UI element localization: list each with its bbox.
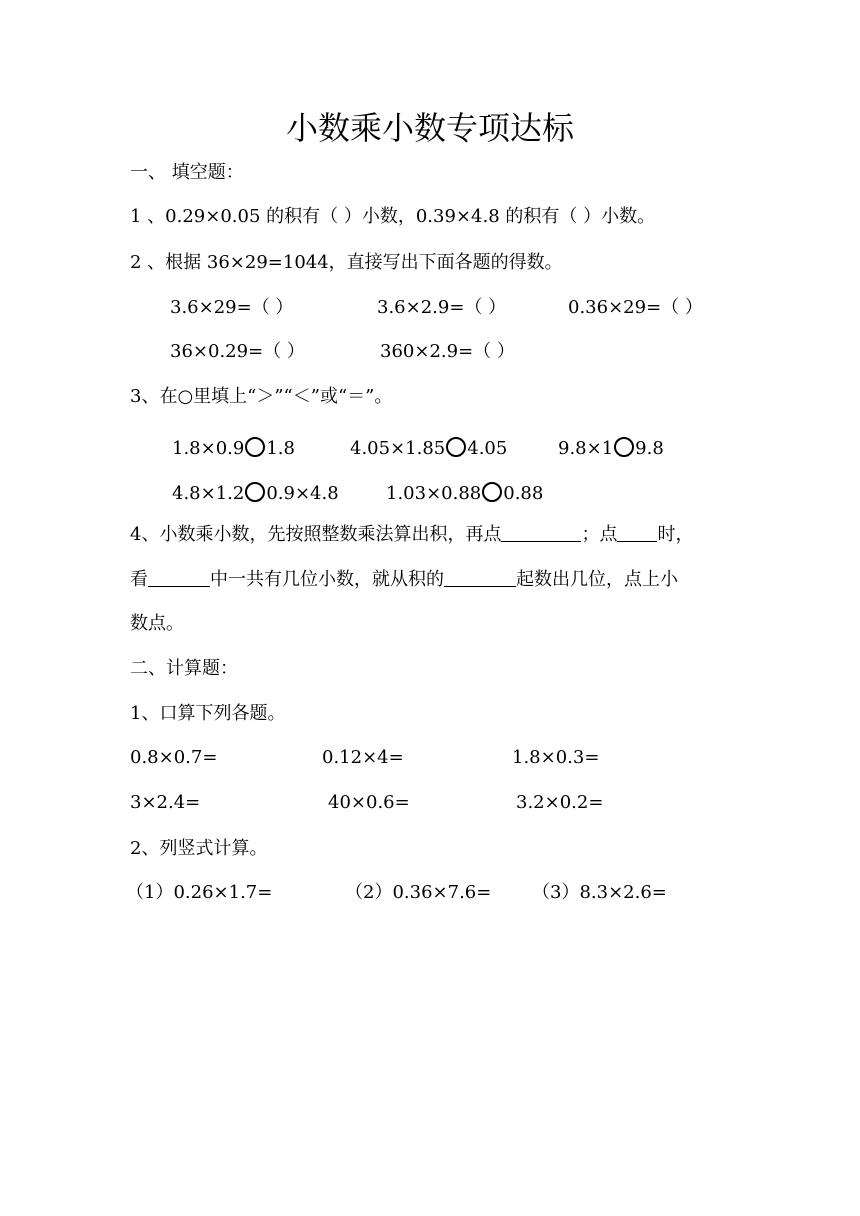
question-1-4 <box>130 525 693 544</box>
comparison-left: 4.05×1.85 <box>350 438 446 459</box>
comparison-right: 0.9×4.8 <box>266 483 339 504</box>
comparison-left: 1.03×0.88 <box>386 483 482 504</box>
answer-blank[interactable] <box>617 525 657 542</box>
question-1-3: 3、在○里填上“＞”“＜”或“＝”。 <box>130 386 393 407</box>
q4-text: 起数出几位，点上小 <box>516 569 678 590</box>
q2-item: 36×0.29=（ ） <box>170 341 305 362</box>
q4-text: 中一共有几位小数，就从积的 <box>210 569 444 590</box>
question-2-1: 1、口算下列各题。 <box>130 703 286 724</box>
comparison-item <box>350 437 507 458</box>
q4-text: 看 <box>130 569 148 590</box>
question-1-1: 1 、0.29×0.05 的积有（ ）小数，0.39×4.8 的积有（ ）小数。 <box>130 206 656 227</box>
q2-item: 0.36×29=（ ） <box>568 297 703 318</box>
q4-text: ；点 <box>581 524 618 545</box>
circle-blank-icon[interactable] <box>245 437 265 457</box>
q4-text: 时， <box>657 524 694 545</box>
answer-blank[interactable] <box>444 570 516 587</box>
circle-blank-icon[interactable] <box>614 437 634 457</box>
question-1-2: 2 、根据 36×29=1044，直接写出下面各题的得数。 <box>130 252 563 273</box>
q2-item: 3.6×2.9=（ ） <box>377 297 507 318</box>
vertical-calc-item: （3）8.3×2.6= <box>532 882 667 903</box>
comparison-right: 0.88 <box>503 483 544 504</box>
oral-calc-item: 3×2.4= <box>130 792 201 813</box>
vertical-calc-item: （1）0.26×1.7= <box>126 882 273 903</box>
comparison-left: 9.8×1 <box>558 438 614 459</box>
oral-calc-item: 3.2×0.2= <box>516 792 604 813</box>
oral-calc-item: 1.8×0.3= <box>512 747 600 768</box>
comparison-right: 9.8 <box>635 438 664 459</box>
comparison-right: 1.8 <box>266 438 295 459</box>
comparison-left: 1.8×0.9 <box>172 438 245 459</box>
circle-blank-icon[interactable] <box>446 437 466 457</box>
answer-blank[interactable] <box>501 525 581 542</box>
circle-blank-icon[interactable] <box>482 482 502 502</box>
q2-item: 360×2.9=（ ） <box>380 341 515 362</box>
q2-item: 3.6×29=（ ） <box>170 297 294 318</box>
comparison-right: 4.05 <box>467 438 508 459</box>
comparison-item <box>172 437 295 458</box>
oral-calc-item: 0.12×4= <box>322 747 404 768</box>
section-2-heading: 二、计算题： <box>130 658 238 679</box>
oral-calc-item: 0.8×0.7= <box>130 747 218 768</box>
comparison-item <box>172 482 339 503</box>
answer-blank[interactable] <box>148 570 210 587</box>
comparison-item <box>386 482 543 503</box>
question-1-4-end: 数点。 <box>130 613 184 634</box>
comparison-left: 4.8×1.2 <box>172 483 245 504</box>
comparison-item <box>558 437 664 458</box>
circle-blank-icon[interactable] <box>245 482 265 502</box>
section-1-heading: 一、 填空题： <box>130 162 244 183</box>
page-title: 小数乘小数专项达标 <box>285 109 574 147</box>
q4-text: 4、小数乘小数，先按照整数乘法算出积，再点 <box>130 524 502 545</box>
question-1-4-cont <box>130 570 678 589</box>
vertical-calc-item: （2）0.36×7.6= <box>345 882 492 903</box>
question-2-2: 2、列竖式计算。 <box>130 838 268 859</box>
oral-calc-item: 40×0.6= <box>328 792 410 813</box>
